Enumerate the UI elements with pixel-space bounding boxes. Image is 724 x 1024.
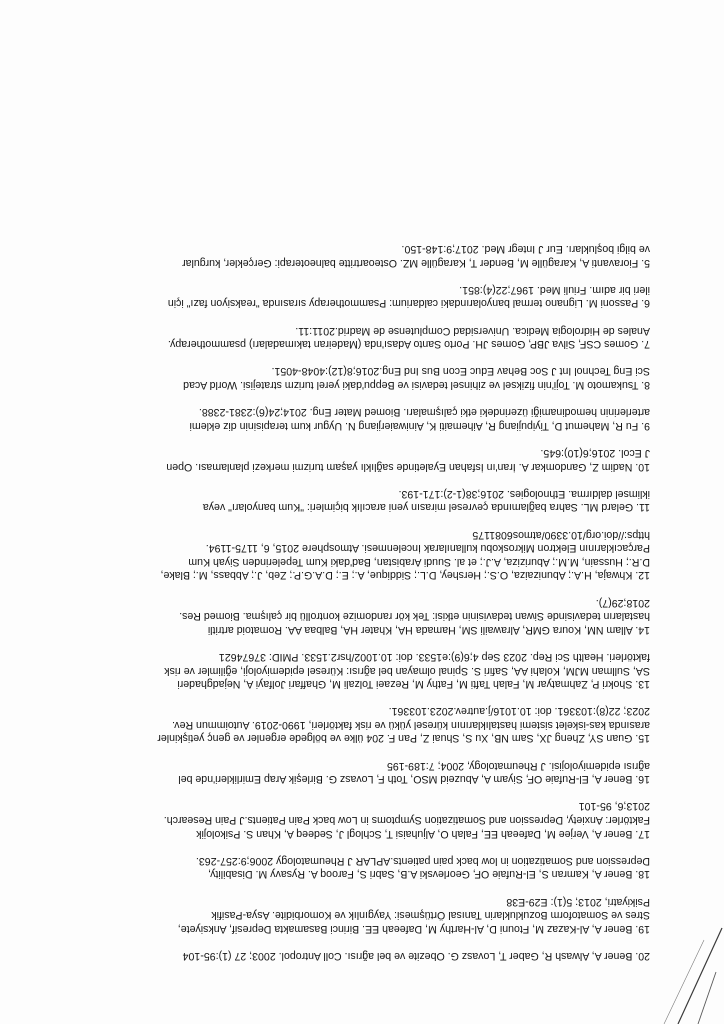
reference-line: 11. Gelard ML. Sahra bağlamında çevresel mirasın yeni aracılık biçimleri: "Kum banyoları" veya <box>202 501 650 514</box>
reference-line: Sci Eng Technol Int J Soc Behav Educ Econ Bus Ind Eng.2016;8(12):4048-4051. <box>271 365 650 378</box>
reference-line: https://doi.org/10.3390/atmos6081175 <box>472 528 650 541</box>
reference-line: 2023; 22(8):103361. doi: 10.1016/j.autrev.2023.103361. <box>388 705 650 718</box>
reference-line: SA, Sullman MJM, Kolahi AA, Safiri S. Spinal olmayan bel ağrısı: Küresel epidemiyoloji, eğilimler ve risk <box>164 664 650 677</box>
reference-line: Psikiyatri, 2013; 5(1): E29-E38 <box>506 895 650 908</box>
reference-line: D.R.; Hussain, M.M.; Aburiziza, A.J.; et al. Suudi Arabistan, Bad'daki Kum Tepelerinden Siyah Kum <box>188 555 650 568</box>
reference-line: 19. Bener A, Al-Kazaz M, Ftouni D, Al-Harthy M, Dafeeah EE. Birinci Basamakta Depresif, Anksiyete, <box>177 922 650 935</box>
reference-line: 12. Khwaja, H.A.; Abunizaiza, O.S.; Hershey, D.L.; Siddique, A.; E.; D.A.G.P.; Zeb, J.; Abbass, M.; Blake, <box>160 569 650 582</box>
reference-line: 18. Bener A, Kamran S, El-Rufaie OF, Georlevski A.B, Sabri S, Farooq A. Rysavy M. Disability, <box>208 868 650 881</box>
reference-line: J Ecol. 2016;6(10):645. <box>540 447 650 460</box>
reference-line: 5. Fioravanti A, Karagülle M, Bender T, Karagülle MZ. Osteoartritte balneoterapi: Gerçekler, kurgular <box>182 256 650 269</box>
reference-line: ileri bir adım. Friuli Med. 1967;22(4):851. <box>459 283 650 296</box>
reference-line: 9. Fu R, Mahemut D, Tiyipujiang R, Aihemaiti K, Ainiwaierjiang N. Uygur kum terapisinin diz eklemi <box>189 419 650 432</box>
reference-line: hastaların tedavisinde Siwan tedavisinin etkisi: Tek kör randomize kontrollü bir çalışma. Biomed Res. <box>179 610 650 623</box>
reference-line: ağrısı epidemiyolojisi. J Rheumatology, 2004; 7:189-195 <box>386 759 650 772</box>
reference-line: 2013;6, 95-101 <box>578 800 650 813</box>
reference-line: Faktörler: Anxiety, Depression and Somatization Symptoms in Low back Pain Patients.J Pain Research. <box>163 814 650 827</box>
reference-line: 6. Passoni M. Lignano termal banyolarındaki caldarium: Psammotherapy sırasında "reaksiyon fazı" için <box>167 297 650 310</box>
reference-line: Depression and Somatization in low back pain patients.APLAR J Rheumatology 2006;9:257-263. <box>195 854 650 867</box>
reference-line: 10. Nadim Z, Gandomkar A. İran'ın İsfahan Eyaletinde sağlıklı yaşam turizmi merkezi planlaması. Open <box>166 460 650 473</box>
reference-line: arasında kas-iskelet sistemi hastalıklarının küresel yükü ve risk faktörleri, 1990-2019. Autoimmun Rev. <box>172 718 650 731</box>
reference-line: 7. Gomes CSF, Silva JBP, Gomes JH. Porto Santo Adası'nda (Madeiran takımadaları) psammotherapy. <box>167 338 650 351</box>
reference-line: ve bilgi boşlukları. Eur J Integr Med. 2017;9:148-150. <box>401 243 650 256</box>
reference-line: 17. Bener A, Verjee M, Dafeeah EE, Falah O, Aljuhaisi T, Schlogl J, Sedeeq A, Khan S. Psikolojik <box>196 827 650 840</box>
scan-artifact-line <box>698 972 716 1024</box>
reference-line: 16. Bener A, El-Rufaie OF, Siyam A, Abuzeid MSO, Toth F, Lovasz G. Birleşik Arap Emirlikleri'nde bel <box>178 773 650 786</box>
reference-line: iklimsel daldırma. Ethnologies. 2016;38(1-2):171-193. <box>398 487 650 500</box>
reference-line: 13. Shokri P, Zahmatyar M, Falah Tafti M, Fathy M, Rezaei Tolzali M, Ghaffari Jolfayi A, Nejadghaderi <box>177 678 650 691</box>
scan-artifact-line <box>678 928 722 1024</box>
reference-line: 20. Bener A, Alwash R, Gaber T, Lovasz G. Obezite ve bel ağrısı. Coll Antropol. 2003; 27 (1):95-104 <box>182 950 650 962</box>
reference-line: arterlerinin hemodinamiği üzerindeki etki çalışmaları. Biomed Mater Eng. 2014;24(6):2381-2388. <box>198 406 650 419</box>
reference-line: Anales de Hidrologia Medica. Universidad Complutense de Madrid.2011:11. <box>295 324 650 337</box>
reference-line: Stres ve Somatoform Bozukluklarin Tanısal Örtüşmesi: Yaygınlık ve Komorbidite. Asya-Pasifik <box>211 909 650 922</box>
reference-line: 14. Allam NM, Koura GMR, Alrawaili SM, Hamada HA, Khater HA, Balbaa AA. Romatoid artritli <box>207 623 650 636</box>
reference-line: Parçacıklarının Elektron Mikroskobu kullanılarak İncelenmesi. Atmosphere 2015, 6, 1175-1194. <box>205 542 650 555</box>
reference-line: faktörleri. Health Sci Rep. 2023 Sep 4;6(9):e1533. doi: 10.1002/hsr2.1533. PMID: 37674621 <box>218 650 650 663</box>
reference-line: 15. Guan SY, Zheng JX, Sam NB, Xu S, Shuai Z, Pan F. 204 ülke ve bölgede ergenler ve genç yetişkinler <box>157 732 650 745</box>
reference-line: 2018;29(7). <box>595 596 650 609</box>
reference-line: 8. Tsukamoto M. Toji'nin fiziksel ve zihinsel tedavisi ve Beppu'daki yerel turizm stratejisi. World Acad <box>183 379 650 392</box>
